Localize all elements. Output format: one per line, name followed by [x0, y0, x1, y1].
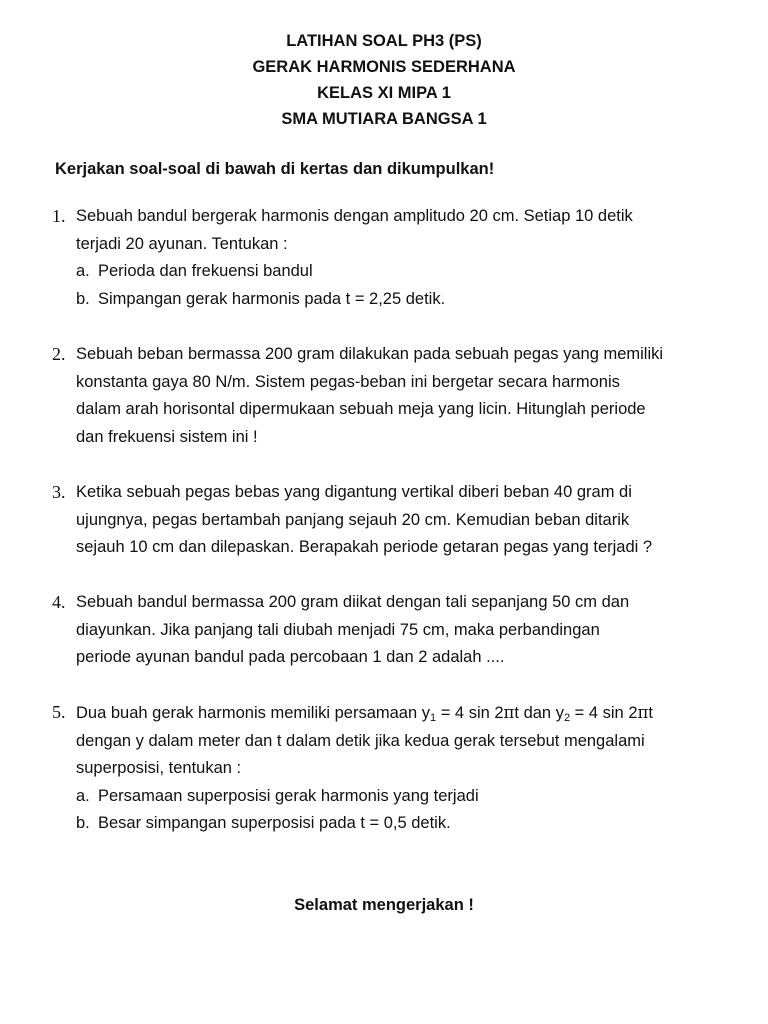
question-text-line: Sebuah beban bermassa 200 gram dilakukan pada sebuah pegas yang memiliki	[76, 345, 664, 363]
sub-question-a	[76, 783, 742, 811]
header-title: LATIHAN SOAL PH3 (PS)	[286, 32, 482, 50]
sub-letter: b.	[76, 814, 90, 832]
question-text-line: periode ayunan bandul pada percobaan 1 dan 2 adalah ....	[76, 648, 505, 666]
closing-text: Selamat mengerjakan !	[294, 896, 474, 914]
sub-text: Persamaan superposisi gerak harmonis yang terjadi	[98, 786, 479, 805]
question-number: 3.	[52, 482, 66, 502]
document-header	[0, 28, 768, 132]
header-topic: GERAK HARMONIS SEDERHANA	[252, 58, 516, 76]
header-school: SMA MUTIARA BANGSA 1	[281, 110, 487, 128]
sub-question-b	[76, 286, 742, 314]
question-text-line: Sebuah bandul bergerak harmonis dengan amplitudo 20 cm. Setiap 10 detik	[76, 207, 633, 225]
sub-text: Besar simpangan superposisi pada t = 0,5 detik.	[98, 814, 451, 832]
question-text-line: dan frekuensi sistem ini !	[76, 427, 258, 446]
equation-text: Dua buah gerak harmonis memiliki persamaan y	[76, 704, 430, 722]
question-3	[52, 479, 742, 562]
question-text-line: sejauh 10 cm dan dilepaskan. Berapakah periode getaran pegas yang terjadi ?	[76, 538, 653, 556]
question-equation-line	[76, 699, 742, 728]
question-text-line: konstanta gaya 80 N/m. Sistem pegas-beban ini bergetar secara harmonis	[76, 372, 620, 391]
question-text-line: ujungnya, pegas bertambah panjang sejauh 20 cm. Kemudian beban ditarik	[76, 510, 630, 529]
sub-question-b	[76, 810, 742, 838]
question-number: 5.	[52, 702, 66, 722]
question-text-line: dengan y dalam meter dan t dalam detik jika kedua gerak tersebut mengalami	[76, 731, 645, 750]
sub-letter: a.	[76, 786, 90, 805]
question-text-line: dalam arah horisontal dipermukaan sebuah meja yang licin. Hitunglah periode	[76, 400, 646, 418]
equation-text: = 4 sin 2	[436, 704, 504, 722]
subscript-1: 1	[430, 712, 437, 724]
question-text-line: terjadi 20 ayunan. Tentukan :	[76, 234, 288, 253]
question-2	[52, 341, 742, 451]
question-text-line: diayunkan. Jika panjang tali diubah menjadi 75 cm, maka perbandingan	[76, 620, 600, 639]
sub-text: Simpangan gerak harmonis pada t = 2,25 detik.	[98, 289, 446, 308]
question-number: 2.	[52, 344, 66, 364]
question-number: 1.	[52, 206, 66, 226]
equation-text: t	[648, 704, 653, 722]
header-class: KELAS XI MIPA 1	[317, 84, 451, 102]
question-4	[52, 589, 742, 672]
equation-text: t dan y	[514, 704, 564, 722]
sub-text: Perioda dan frekuensi bandul	[98, 262, 313, 280]
sub-question-a	[76, 258, 742, 286]
subscript-2: 2	[563, 712, 571, 724]
equation-text: = 4 sin 2	[570, 704, 638, 722]
instruction-text: Kerjakan soal-soal di bawah di kertas dan dikumpulkan!	[55, 160, 495, 178]
question-5	[52, 699, 742, 838]
pi-symbol: π	[503, 703, 515, 722]
question-text-line: Ketika sebuah pegas bebas yang digantung vertikal diberi beban 40 gram di	[76, 483, 632, 501]
question-text-line: Sebuah bandul bermassa 200 gram diikat dengan tali sepanjang 50 cm dan	[76, 593, 630, 611]
sub-letter: b.	[76, 289, 90, 308]
question-text-line: superposisi, tentukan :	[76, 759, 242, 777]
question-1	[52, 203, 742, 313]
question-number: 4.	[52, 592, 66, 612]
pi-symbol: π	[637, 703, 649, 722]
sub-letter: a.	[76, 262, 90, 280]
